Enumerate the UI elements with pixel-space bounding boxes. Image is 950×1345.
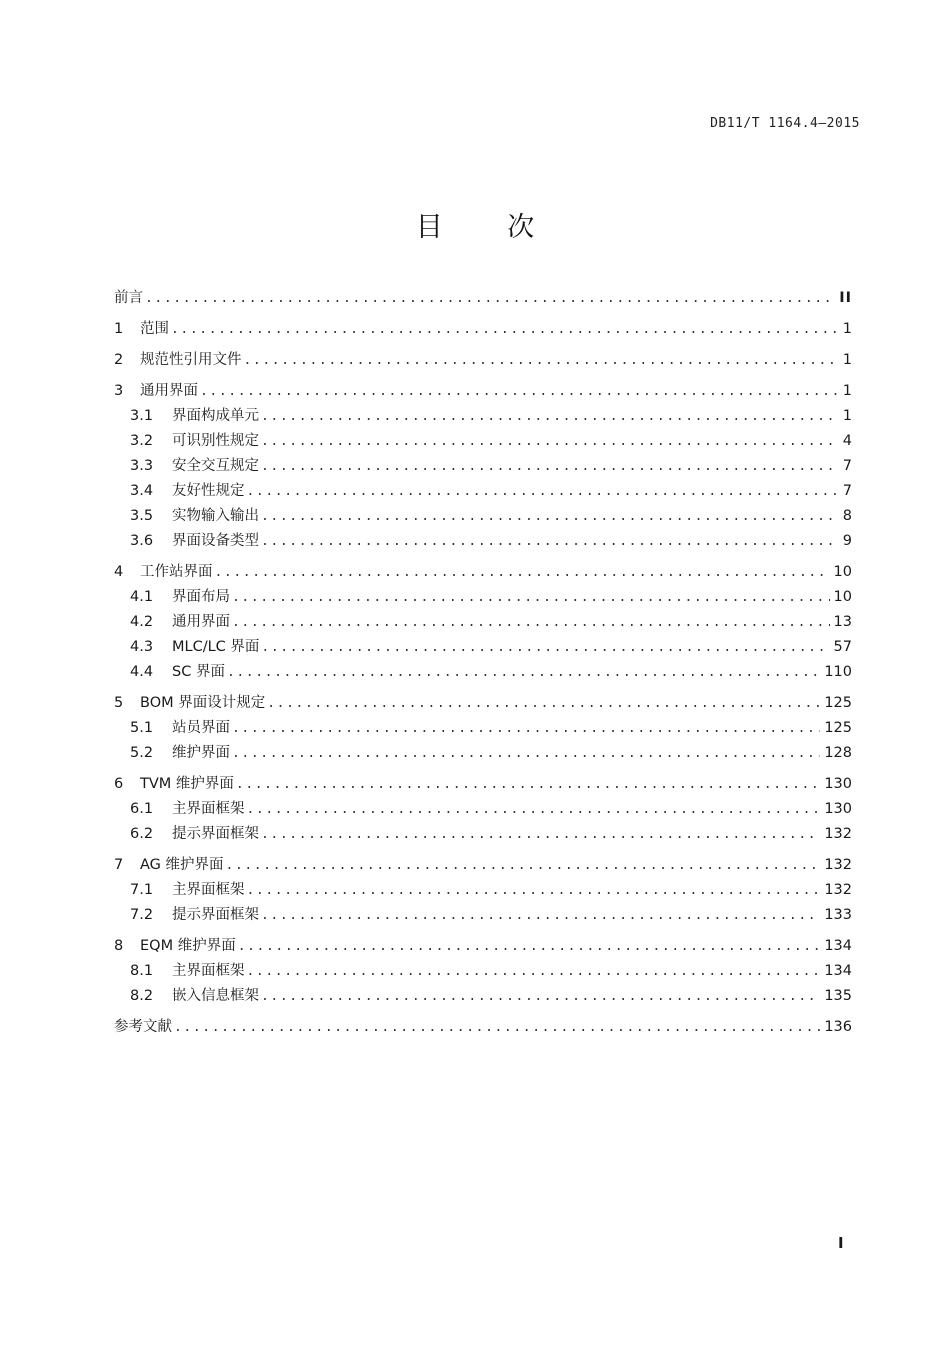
toc-entry-page: 7: [842, 458, 852, 474]
toc-leader-dots: [261, 504, 838, 529]
toc-entry-page: 130: [824, 776, 852, 792]
toc-entry-page: 4: [842, 433, 852, 449]
toc-leader-dots: [261, 529, 838, 554]
toc-entry-page: 132: [824, 857, 852, 873]
toc-entry-number: 3.1: [130, 408, 154, 424]
toc-leader-dots: [267, 691, 820, 716]
toc-entry-title: 前言: [114, 290, 143, 306]
toc-entry[interactable]: [114, 348, 852, 373]
toc-entry-title: 安全交互规定: [172, 458, 259, 474]
toc-entry-page: II: [839, 290, 852, 306]
toc-entry-title: TVM 维护界面: [140, 776, 234, 792]
toc-entry-number: 7.2: [130, 907, 154, 923]
toc-entry-title: 实物输入输出: [172, 508, 259, 524]
toc-leader-dots: [232, 585, 830, 610]
toc-entry-title: 站员界面: [172, 720, 230, 736]
toc-leader-dots: [261, 454, 838, 479]
toc-entry-page: 1: [842, 352, 852, 368]
toc-entry-number: 2: [114, 352, 124, 368]
toc-entry-title: 主界面框架: [172, 801, 245, 817]
toc-entry-number: 4.2: [130, 614, 154, 630]
toc-entry[interactable]: [114, 853, 852, 878]
toc-leader-dots: [227, 660, 820, 685]
toc-entry[interactable]: [114, 716, 852, 741]
toc-entry[interactable]: [114, 959, 852, 984]
toc-entry-number: 5.2: [130, 745, 154, 761]
toc-leader-dots: [247, 479, 839, 504]
toc-leader-dots: [215, 560, 830, 585]
toc-leader-dots: [247, 878, 821, 903]
toc-leader-dots: [247, 797, 821, 822]
toc-entry[interactable]: [114, 878, 852, 903]
toc-entry-title: EQM 维护界面: [140, 938, 236, 954]
toc-entry-page: 7: [842, 483, 852, 499]
toc-entry-page: 130: [824, 801, 852, 817]
toc-entry-number: 3.5: [130, 508, 154, 524]
toc-leader-dots: [145, 286, 835, 311]
table-of-contents: [114, 286, 852, 1040]
toc-entry-title: 维护界面: [172, 745, 230, 761]
toc-entry-page: 1: [842, 383, 852, 399]
toc-entry[interactable]: [114, 560, 852, 585]
toc-leader-dots: [238, 934, 821, 959]
toc-entry[interactable]: [114, 635, 852, 660]
toc-leader-dots: [232, 716, 820, 741]
toc-entry-number: 6.1: [130, 801, 154, 817]
toc-entry-title: 嵌入信息框架: [172, 988, 259, 1004]
toc-entry-page: 134: [824, 938, 852, 954]
toc-entry[interactable]: [114, 934, 852, 959]
toc-entry-title: 提示界面框架: [172, 826, 259, 842]
toc-entry-page: 125: [824, 695, 852, 711]
toc-entry[interactable]: [114, 797, 852, 822]
toc-entry-page: 132: [824, 882, 852, 898]
toc-entry[interactable]: [114, 286, 852, 311]
toc-entry-number: 3: [114, 383, 124, 399]
toc-entry[interactable]: [114, 429, 852, 454]
toc-entry-number: 7: [114, 857, 124, 873]
toc-entry-number: 8.2: [130, 988, 154, 1004]
toc-leader-dots: [236, 772, 820, 797]
toc-entry-page: 135: [824, 988, 852, 1004]
toc-leader-dots: [261, 903, 820, 928]
toc-entry-page: 1: [842, 321, 852, 337]
toc-entry-page: 134: [824, 963, 852, 979]
toc-entry[interactable]: [114, 504, 852, 529]
toc-entry[interactable]: [114, 317, 852, 342]
toc-entry-number: 6.2: [130, 826, 154, 842]
toc-entry-number: 3.4: [130, 483, 154, 499]
toc-entry[interactable]: [114, 691, 852, 716]
toc-entry-title: 主界面框架: [172, 882, 245, 898]
toc-entry-page: 132: [824, 826, 852, 842]
page-number: I: [838, 1234, 844, 1252]
toc-entry[interactable]: [114, 660, 852, 685]
toc-entry-page: 13: [833, 614, 852, 630]
toc-entry-title: MLC/LC 界面: [172, 639, 260, 655]
toc-entry-title: 可识别性规定: [172, 433, 259, 449]
toc-leader-dots: [244, 348, 839, 373]
toc-entry-number: 1: [114, 321, 124, 337]
toc-entry-page: 133: [824, 907, 852, 923]
toc-entry-title: 主界面框架: [172, 963, 245, 979]
toc-entry-number: 4.3: [130, 639, 154, 655]
toc-entry-title: 界面构成单元: [172, 408, 259, 424]
toc-entry-title: 通用界面: [172, 614, 230, 630]
toc-entry[interactable]: [114, 585, 852, 610]
toc-leader-dots: [261, 984, 820, 1009]
toc-entry[interactable]: [114, 610, 852, 635]
toc-entry[interactable]: [114, 454, 852, 479]
toc-leader-dots: [261, 822, 820, 847]
toc-entry[interactable]: [114, 529, 852, 554]
toc-entry[interactable]: [114, 741, 852, 766]
toc-entry[interactable]: [114, 984, 852, 1009]
toc-entry-page: 10: [833, 564, 852, 580]
toc-leader-dots: [261, 635, 829, 660]
toc-entry-number: 4: [114, 564, 124, 580]
toc-entry-title: 界面布局: [172, 589, 230, 605]
toc-entry-title: 参考文献: [114, 1019, 172, 1035]
toc-entry-number: 4.4: [130, 664, 154, 680]
toc-entry-number: 3.2: [130, 433, 154, 449]
toc-entry-title: 规范性引用文件: [140, 352, 242, 368]
toc-entry[interactable]: [114, 822, 852, 847]
toc-entry-number: 5: [114, 695, 124, 711]
toc-entry-title: 界面设备类型: [172, 533, 259, 549]
toc-entry-number: 7.1: [130, 882, 154, 898]
toc-entry-page: 128: [824, 745, 852, 761]
toc-entry-page: 110: [824, 664, 852, 680]
toc-leader-dots: [174, 1015, 820, 1040]
toc-entry-number: 6: [114, 776, 124, 792]
toc-leader-dots: [232, 741, 820, 766]
toc-entry-title: AG 维护界面: [140, 857, 224, 873]
toc-entry-page: 8: [842, 508, 852, 524]
toc-entry-title: 提示界面框架: [172, 907, 259, 923]
toc-entry-number: 3.6: [130, 533, 154, 549]
toc-entry-page: 136: [824, 1019, 852, 1035]
toc-entry-title: 友好性规定: [172, 483, 245, 499]
toc-leader-dots: [261, 404, 838, 429]
toc-entry-number: 8.1: [130, 963, 154, 979]
toc-entry-page: 125: [824, 720, 852, 736]
toc-leader-dots: [261, 429, 838, 454]
toc-entry[interactable]: [114, 379, 852, 404]
toc-entry-title: BOM 界面设计规定: [140, 695, 266, 711]
toc-entry[interactable]: [114, 404, 852, 429]
toc-entry-page: 57: [833, 639, 852, 655]
toc-entry-title: SC 界面: [172, 664, 225, 680]
toc-entry[interactable]: [114, 1015, 852, 1040]
toc-entry-number: 3.3: [130, 458, 154, 474]
document-code: DB11/T 1164.4—2015: [710, 116, 860, 131]
toc-entry-title: 通用界面: [140, 383, 198, 399]
toc-entry[interactable]: [114, 479, 852, 504]
toc-leader-dots: [247, 959, 821, 984]
page-title: 目 次: [415, 212, 563, 243]
toc-entry-number: 8: [114, 938, 124, 954]
toc-entry-number: 5.1: [130, 720, 154, 736]
toc-entry-page: 9: [842, 533, 852, 549]
toc-leader-dots: [232, 610, 830, 635]
toc-entry-page: 1: [842, 408, 852, 424]
toc-entry-page: 10: [833, 589, 852, 605]
toc-leader-dots: [171, 317, 838, 342]
toc-entry-number: 4.1: [130, 589, 154, 605]
toc-entry[interactable]: [114, 903, 852, 928]
toc-entry[interactable]: [114, 772, 852, 797]
toc-entry-title: 范围: [140, 321, 169, 337]
toc-entry-title: 工作站界面: [140, 564, 213, 580]
toc-leader-dots: [226, 853, 821, 878]
toc-leader-dots: [200, 379, 838, 404]
